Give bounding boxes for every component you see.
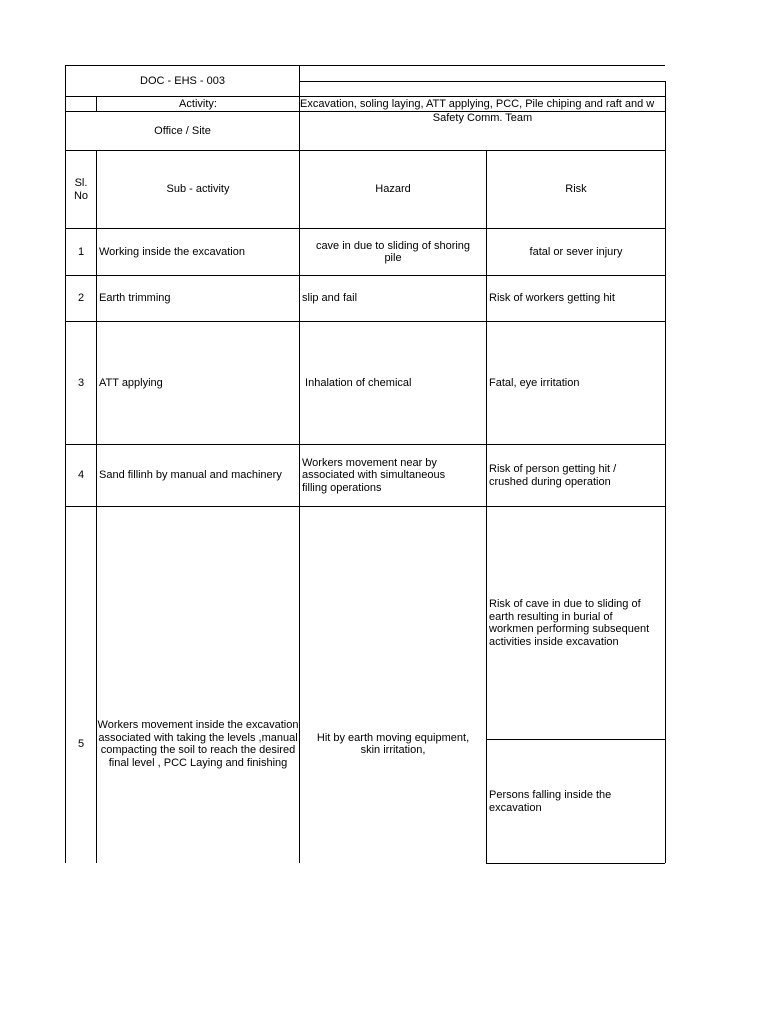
sub-activity-cell: Earth trimming [99, 292, 171, 305]
activity-label: Activity: [179, 97, 217, 110]
column-header-sub-activity: Sub - activity [166, 183, 230, 196]
activity-value: Excavation, soling laying, ATT applying, PCC, Pile chiping and raft and w [300, 97, 655, 110]
column-header-hazard: Hazard [375, 183, 411, 196]
risk-cell: Risk of workers getting hit [489, 292, 615, 305]
hazard-cell: cave in due to sliding of shoring pile [315, 239, 471, 264]
sub-activity-cell: Workers movement inside the excavation associated with taking the levels ,manual compacting the soil to reach the desired final level , PCC Laying and finishing [97, 719, 299, 769]
row-number: 1 [77, 245, 85, 258]
safety-team: Safety Comm. Team [432, 112, 533, 124]
column-header-slno: Sl. No [73, 177, 89, 202]
row-number: 2 [77, 292, 85, 305]
grid-line [665, 81, 666, 863]
office-site: Office / Site [154, 124, 211, 137]
row-number: 5 [77, 737, 85, 750]
doc-code: DOC - EHS - 003 [140, 74, 225, 87]
grid-line [299, 81, 665, 82]
risk-cell: fatal or sever injury [529, 245, 623, 258]
hazard-cell: Hit by earth moving equipment, skin irritation, [316, 731, 470, 756]
hazard-cell: slip and fail [302, 292, 358, 305]
risk-cell: Risk of person getting hit / crushed during operation [489, 463, 617, 488]
grid-line [486, 863, 665, 864]
sub-activity-cell: Working inside the excavation [99, 245, 245, 258]
row-number: 4 [77, 469, 85, 482]
risk-cell: Risk of cave in due to sliding of earth resulting in burial of workmen performing subsequent activities inside excavation [489, 598, 650, 648]
sub-activity-cell: Sand fillinh by manual and machinery [99, 469, 282, 482]
hazard-cell: Inhalation of chemical [302, 376, 412, 389]
column-header-risk: Risk [565, 183, 587, 196]
risk-cell: Fatal, eye irritation [489, 376, 580, 389]
hazard-cell: Workers movement near by associated with simultaneous filling operations [302, 456, 446, 494]
row-number: 3 [77, 376, 85, 389]
risk-cell: Persons falling inside the excavation [489, 789, 612, 814]
sub-activity-cell: ATT applying [99, 376, 163, 389]
